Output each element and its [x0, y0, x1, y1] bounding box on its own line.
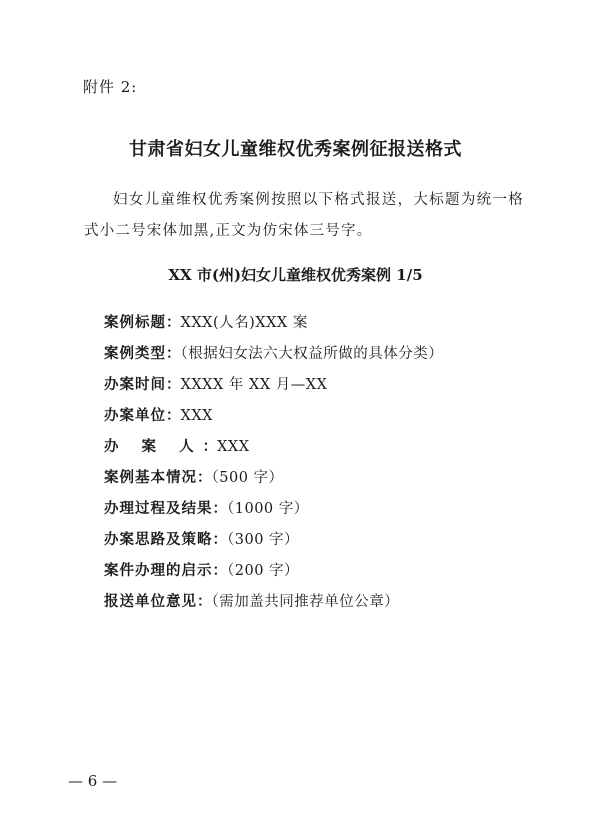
field-label: 案例类型	[104, 345, 166, 362]
field-value: （500 字）	[211, 470, 284, 486]
page-number: — 6 —	[68, 772, 118, 790]
intro-paragraph: 妇女儿童维权优秀案例按照以下格式报送，大标题为统一格式小二号宋体加黑,正文为仿宋体三号字。	[84, 192, 524, 239]
field-case-process	[104, 493, 443, 524]
field-separator: ：	[212, 500, 227, 517]
field-separator: ：	[166, 376, 181, 393]
field-case-unit	[104, 400, 443, 431]
field-separator: ：	[212, 562, 227, 579]
attachment-label: 附件 2:	[83, 78, 138, 96]
field-value: （根据妇女法六大权益所做的具体分类）	[180, 346, 444, 362]
field-separator: ：	[197, 593, 212, 610]
case-subtitle: XX 市(州)妇女儿童维权优秀案例 1/5	[168, 266, 423, 284]
field-label: 办案思路及策略	[104, 531, 213, 548]
field-case-time	[104, 369, 443, 400]
field-label: 办案单位	[104, 407, 166, 424]
field-label: 报送单位意见	[104, 593, 197, 610]
field-value: XXX	[217, 439, 250, 455]
field-value: XXX	[180, 408, 213, 424]
field-label: 案件办理的启示	[104, 562, 213, 579]
field-label: 案例标题	[104, 314, 166, 331]
field-separator: ：	[202, 438, 218, 455]
field-separator: ：	[166, 407, 181, 424]
field-label: 办案时间	[104, 376, 166, 393]
field-label: 案例基本情况	[104, 469, 197, 486]
field-case-title	[104, 307, 443, 338]
field-value: （300 字）	[227, 532, 300, 548]
field-case-insight	[104, 555, 443, 586]
field-value: （1000 字）	[227, 501, 309, 517]
field-unit-opinion	[104, 586, 443, 617]
field-value: XXXX 年 XX 月—XX	[180, 377, 328, 393]
document-title: 甘肃省妇女儿童维权优秀案例征报送格式	[129, 139, 462, 160]
field-separator: ：	[197, 469, 212, 486]
field-value: XXX(人名)XXX 案	[180, 315, 308, 331]
field-case-strategy	[104, 524, 443, 555]
field-label: 办理过程及结果	[104, 500, 213, 517]
field-separator: ：	[166, 345, 181, 362]
field-value: （需加盖共同推荐单位公章）	[211, 594, 400, 610]
field-case-handler	[104, 431, 443, 462]
field-case-basics	[104, 462, 443, 493]
field-separator: ：	[212, 531, 227, 548]
field-separator: ：	[166, 314, 181, 331]
field-label: 办 案 人	[104, 438, 203, 455]
case-field-list	[104, 307, 443, 617]
field-value: （200 字）	[227, 563, 300, 579]
field-case-type	[104, 338, 443, 369]
